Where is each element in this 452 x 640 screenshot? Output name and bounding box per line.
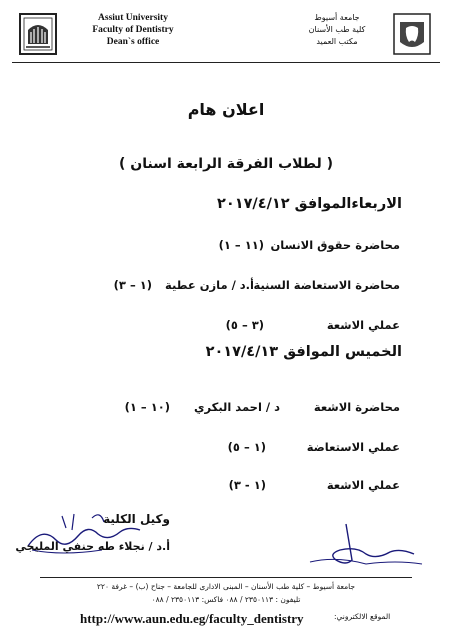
faculty-website-link[interactable]: http://www.aun.edu.eg/faculty_dentistry	[80, 611, 304, 626]
handwritten-signature-right	[306, 520, 426, 570]
arabic-letterhead	[282, 12, 392, 48]
faculty-name-ar: كلية طب الأسنان	[308, 25, 366, 34]
schedule-row-label: محاضرة حقوق الانسان	[270, 238, 400, 252]
schedule-row-group: (١ - ٣)	[228, 478, 266, 492]
signatory-name: أ.د / نجلاء طه حنفي المليجي	[15, 540, 170, 553]
faculty-logo	[392, 12, 432, 56]
university-name-ar: جامعة أسيوط	[314, 13, 360, 22]
schedule-row-group: (١ – ٥)	[227, 440, 266, 454]
schedule-row-group: (١١ – ١)	[218, 238, 264, 252]
faculty-name-en: Faculty of Dentistry	[92, 25, 174, 35]
signatory-title: وكيل الكلية	[103, 512, 170, 526]
schedule-row-label: محاضرة الاشعة	[313, 400, 400, 414]
website-label: الموقع الالكتروني:	[334, 612, 391, 621]
day-heading-wednesday: الاربعاءالموافق ٢٠١٧/٤/١٢	[217, 196, 402, 212]
office-name-ar: مكتب العميد	[316, 37, 358, 46]
footer-phones: تليفون : ٢٣٥٠١١٣ / ٠٨٨ فاكس: ٢٣٥٠١١٣ / ٠٨٨	[151, 595, 301, 604]
schedule-row-label: محاضرة الاستعاضة السنية	[253, 278, 400, 292]
footer-divider	[40, 577, 412, 578]
schedule-row-group: (٣ – ٥)	[225, 318, 264, 332]
footer-address: جامعة أسيوط – كلية طب الأسنان – المبنى الادارى للجامعة – جناح (ب) – غرفة ٢٢٠	[96, 582, 356, 591]
page-subtitle: ( لطلاب الفرقة الرابعة اسنان )	[119, 156, 333, 172]
schedule-row-group: (١ – ٣)	[113, 278, 152, 292]
day-heading-thursday: الخميس الموافق ٢٠١٧/٤/١٣	[205, 344, 402, 360]
header-divider	[12, 62, 440, 63]
schedule-row-label: عملي الاشعة	[326, 318, 400, 332]
schedule-row-group: (١٠ – ١)	[124, 400, 170, 414]
schedule-row-label: عملي الاستعاضة	[306, 440, 400, 454]
university-name-en: Assiut University	[98, 13, 168, 23]
office-name-en: Dean`s office	[106, 37, 160, 47]
page-title: اعلان هام	[187, 100, 265, 119]
schedule-row-doctor: د / احمد البكري	[193, 400, 280, 414]
english-letterhead	[58, 12, 208, 48]
schedule-row-label: عملي الاشعة	[326, 478, 400, 492]
university-logo	[18, 12, 58, 56]
schedule-row-doctor: أ.د / مازن عطية	[164, 278, 254, 292]
